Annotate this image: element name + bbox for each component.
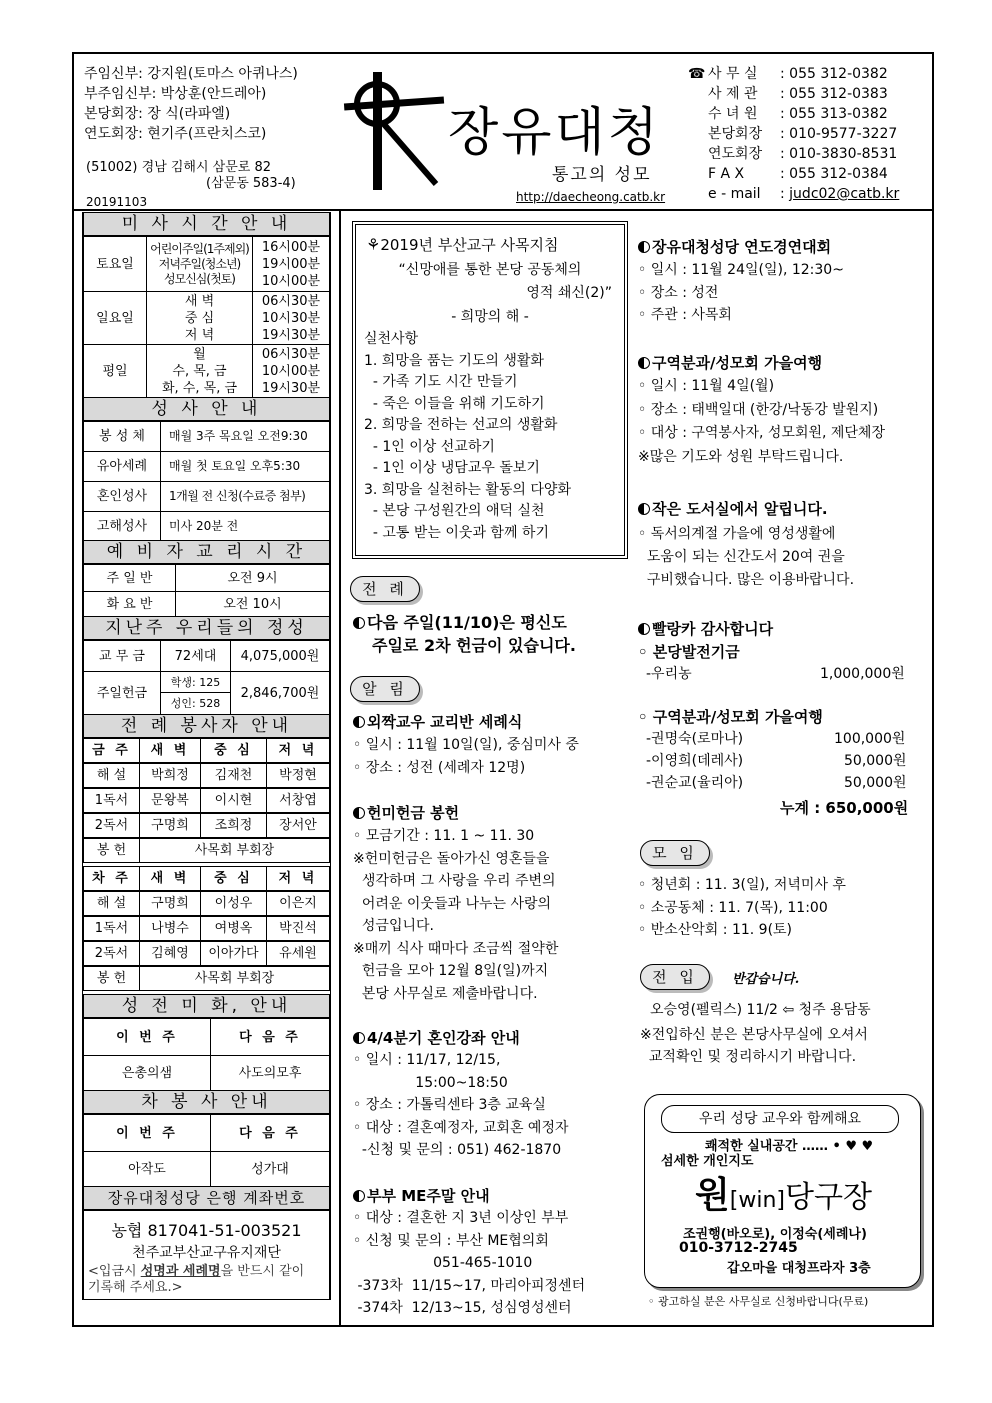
servers-header: 저 녁 [266,866,330,891]
notice-label: 알 림 [350,676,420,702]
issue-date: 20191103 [86,195,148,209]
text-line: 본당 사무실로 제출바랍니다. [353,985,538,1002]
contact-label: 연도회장 [708,146,763,162]
pastoral-quote: “신망애를 통한 본당 공동체의 [398,262,582,278]
text-line: 2. 희망을 전하는 선교의 생활화 [364,417,558,433]
server-name: 조희정 [200,813,267,838]
flowers-next: 사도의모후 [210,1055,330,1091]
server-role: 2독서 [83,813,140,838]
text-line: - 죽은 이들을 위해 기도하기 [364,395,545,412]
text-line: ◦ 반소산악회 : 11. 9(토) [638,922,793,938]
address-line2: (삼문동 583-4) [206,176,296,191]
ad-tag: 쾌적한 실내공간 …… [705,1139,828,1154]
pastoral-box [355,224,625,556]
pastor: 주임신부: 강지원(토마스 아퀴나스) [84,66,298,82]
section-title: 부부 ME주말 안내 [367,1187,490,1205]
email-link[interactable]: judc02@catb.kr [789,186,900,202]
mass-names [146,344,253,398]
contact-value: 055 312-0382 [789,66,888,82]
library-lines [638,523,854,592]
mass-name: 수, 목, 금 [172,363,227,379]
rice-title [353,802,459,823]
tithe-label: 교 무 금 [83,640,161,672]
class-name: 화 요 반 [83,591,176,617]
servers-title: 전 례 봉사자 안내 [83,714,330,738]
half-circle-icon [353,716,365,728]
mass-time: 19시30분 [261,380,321,396]
server-role: 1독서 [83,916,140,941]
mass-times [252,236,330,292]
pastoral-title-row [366,234,624,255]
server-name: 이시현 [200,788,267,813]
offering-title: 지난주 우리들의 정성 [83,616,330,640]
server-name: 이성우 [200,891,267,916]
servers-header: 중 심 [200,738,267,763]
text-line: ◦ 대상 : 결혼한 지 3년 이상인 부부 [353,1210,569,1226]
trip-donation-title: ◦ 구역분과/성모회 가을여행 [638,708,823,726]
text-line: ◦ 대상 : 구역봉사자, 성모회원, 제단체장 [638,425,885,441]
half-circle-icon [638,503,650,515]
server-name: 문왕복 [139,788,201,813]
pastoral-title: 2019년 부산교구 사목지침 [380,236,559,254]
rice-lines [353,825,558,1005]
mass-time: 06시30분 [261,293,321,309]
servers-header: 차 주 [83,866,140,891]
servers-header: 금 주 [83,738,140,763]
mass-times [252,344,330,398]
class-name: 주 일 반 [83,564,176,592]
header-divider [72,209,934,211]
text-line: - 1인 이상 선교하기 [364,438,495,455]
baptism-title [353,711,522,732]
contact-label: 수 녀 원 [708,106,758,122]
server-name: 박진석 [266,916,330,941]
half-circle-icon [638,623,650,635]
bulletin-subtitle: 통고의 성모 [552,165,652,185]
server-name: 김혜영 [139,941,201,966]
servers-header: 저 녁 [266,738,330,763]
text-line: ◦ 장소 : 가톨릭센타 3층 교육실 [353,1097,546,1113]
contact-label: 사 무 실 [708,66,758,82]
catechumen-title: 예 비 자 교 리 시 간 [83,540,330,564]
contact-label: 본당회장 [708,126,763,142]
liturgy-line: 다음 주일(11/10)은 평신도 [367,613,567,632]
bank-holder: 천주교부산교구유지재단 [132,1245,281,1261]
half-circle-icon [638,241,650,253]
trip-title [638,352,822,373]
tea-next: 성가대 [210,1151,330,1187]
text-line: - 1인 이상 냉담교우 돌보기 [364,460,540,476]
sacrament-value: 미사 20분 전 [160,511,330,541]
mass-day: 일요일 [83,291,147,345]
half-circle-icon [353,1032,365,1044]
pastoral-lines [364,329,624,544]
text-line: 1. 희망을 품는 기도의 생활화 [364,352,544,369]
contact-value: 055 312-0383 [789,86,888,102]
sacrament-name: 유아세례 [83,451,161,482]
donor-name: -권순교(율리아) [646,775,744,791]
contact-value: 010-9577-3227 [789,126,898,142]
servers-header: 중 심 [200,866,267,891]
server-role: 해 설 [83,891,140,916]
text-line: 15:00~18:50 [353,1074,508,1091]
thanks-title [638,618,773,639]
half-circle-icon [638,357,650,369]
server-name: 구명희 [139,813,201,838]
pastoral-quote: 영적 쇄신(2)” [526,285,612,301]
contact-label: 사 제 관 [708,86,758,102]
sunday-offering-label: 주일헌금 [83,671,161,715]
half-circle-icon [353,1190,365,1202]
baptism-lines [353,734,579,779]
assistant-pastor: 부주임신부: 박상훈(안드레아) [84,86,267,102]
text-line: ◦ 일시 : 11월 4일(월) [638,378,775,394]
ad-footer-note: ◦ 광고하실 분은 사무실로 신청바랍니다(무료) [648,1295,869,1308]
ad-tag: 섬세한 개인지도 [661,1154,754,1169]
text-line: ◦ 일시 : 11월 24일(일), 12:30~ [638,262,844,278]
liturgy-notice [353,610,567,633]
header-left [84,64,298,144]
text-line: 성금입니다. [353,918,434,934]
tea-this-label: 이 번 주 [83,1114,211,1152]
mass-day: 토요일 [83,236,147,292]
server-role: 2독서 [83,941,140,966]
bank-box [83,1210,330,1300]
text-line: 도움이 되는 신간도서 20여 권을 [638,549,845,565]
cross-logo [340,66,450,196]
mass-name: 성모신심(첫토) [164,271,235,286]
text-line: -374차 12/13~15, 성심영성센터 [353,1300,572,1316]
servers-header: 새 벽 [139,738,201,763]
phone-icon: ☎ [688,66,706,82]
sacrament-name: 고해성사 [83,511,161,541]
liturgy-line: 주일로 2차 헌금이 있습니다. [372,636,576,655]
address-line1: (51002) 경남 김해시 삼문로 82 [86,160,272,175]
ad-name-rest: 당구장 [785,1180,872,1215]
ad-address: 갑오마을 대청프라자 3층 [727,1261,871,1276]
note-text: 기록해 주세요.> [88,1280,183,1295]
website-link[interactable]: http://daecheong.catb.kr [516,190,666,204]
text-line: 실천사항 [364,331,419,347]
sacrament-value: 매월 3주 목요일 오전9:30 [160,421,330,452]
ad-name [695,1167,872,1218]
bank-account: 농협 817041-51-003521 [111,1221,302,1240]
contact-label: e - mail [708,186,761,202]
text-line: 051-465-1010 [353,1255,533,1271]
text-line: ※매끼 식사 때마다 조금씩 절약한 [353,940,559,957]
text-line: 어려운 이웃들과 나누는 사랑의 [353,895,552,912]
note-text: 을 반드시 같이 [220,1264,305,1279]
servers-header: 새 벽 [139,866,201,891]
mass-names [146,291,253,345]
tea-this: 아작도 [83,1151,211,1187]
sacrament-name: 혼인성사 [83,481,161,512]
liturgy-label: 전 례 [350,576,420,602]
server-name: 박정현 [266,763,330,788]
text-line: 생각하며 그 사랑을 우리 주변의 [353,873,556,889]
billiards-ad [644,1094,921,1288]
flowers-next-label: 다 음 주 [210,1018,330,1056]
library-title [638,498,828,519]
text-line: 구비했습니다. 많은 이용바랍니다. [638,572,855,588]
class-time: 오전 9시 [175,564,330,592]
welcome-text: 반갑습니다. [732,972,800,987]
mass-day: 평일 [83,344,147,398]
section-title: 작은 도서실에서 알립니다. [652,500,828,518]
server-name: 이은지 [266,891,330,916]
mass-name: 월 [193,346,206,362]
mass-time: 19시30분 [261,327,321,343]
server-role: 1독서 [83,788,140,813]
student-count: 학생: 125 [160,671,231,693]
transfer-note: ※전입하신 분은 본당사무실에 오셔서 [640,1027,868,1043]
ad-name-main: 원 [695,1175,730,1216]
server-name: 김재천 [200,763,267,788]
sacrament-value: 매월 첫 토요일 오후5:30 [160,451,330,482]
pastoral-theme: - 희망의 해 - [451,309,529,325]
mass-name: 화, 수, 목, 금 [161,380,238,396]
ad-name-en: [win] [729,1188,785,1213]
donor-amount: 50,000원 [844,753,907,769]
heart-icon: • ♥ ♥ [832,1139,874,1154]
contact-label: F A X [708,166,745,182]
mass-name: 저녁주일(청소년) [158,256,241,271]
donor-name: -이영희(데레사) [646,753,744,769]
tithe-amount: 4,075,000원 [230,640,330,672]
adult-count: 성인: 528 [160,692,231,715]
mass-time: 06시30분 [261,346,321,362]
contact-value: 010-3830-8531 [789,146,898,162]
text-line: ◦ 장소 : 성전 (세례자 12명) [353,759,526,776]
donor-amount: 1,000,000원 [820,666,905,682]
contact-value: 055 312-0384 [789,166,888,182]
tea-next-label: 다 음 주 [210,1114,330,1152]
donor-amount: 50,000원 [844,775,907,791]
server-offer: 사목회 부회장 [139,966,330,991]
half-circle-icon [353,807,365,819]
bank-title: 장유대청성당 은행 계좌번호 [83,1186,330,1210]
text-line: ◦ 독서의계절 가을에 영성생활에 [638,526,836,542]
mass-time: 19시00분 [261,256,321,272]
note-emphasis: 성명과 세례명 [140,1264,221,1279]
section-title: 장유대청성당 연도경연대회 [652,238,832,256]
ad-phone: 010-3712-2745 [679,1240,798,1256]
server-role: 봉 헌 [83,966,140,991]
donor-name: -권명숙(로마나) [646,731,744,747]
meetings-label: 모 임 [640,840,710,866]
diocese-icon: ⚘ [366,235,381,254]
flowers-this-label: 이 번 주 [83,1018,211,1056]
note-text: <입금시 [88,1264,141,1279]
server-name: 서창엽 [266,788,330,813]
ad-owner: 조권행(바오로), 이정숙(세례나) [683,1227,867,1242]
server-name: 구명희 [139,891,201,916]
trip-lines [638,375,885,469]
mass-name: 어린이주일(1주제외) [150,241,249,256]
mass-names [146,236,253,292]
server-name: 이아가다 [200,941,267,966]
me-title [353,1185,490,1206]
marriage-lines [353,1049,569,1162]
section-title: 외짝교우 교리반 세례식 [367,713,523,731]
text-line: ◦ 청년회 : 11. 3(일), 저녁미사 후 [638,877,846,893]
mass-name: 중 심 [184,310,215,326]
contact-value: 055 313-0382 [789,106,888,122]
text-line: ◦ 장소 : 태백일대 (한강/낙동강 발원지) [638,401,879,418]
text-line: - 본당 구성원간의 애덕 실천 [364,503,545,519]
parish-president: 본당회장: 장 식(라파엘) [84,106,231,122]
text-line: ◦ 소공동체 : 11. 7(목), 11:00 [638,899,828,916]
half-circle-icon [353,617,365,629]
text-line: 헌금을 모아 12월 8일(일)까지 [353,963,549,979]
column-divider [339,209,341,1327]
sacraments-title: 성 사 안 내 [83,397,330,421]
text-line: ◦ 신청 및 문의 : 부산 ME협의회 [353,1232,549,1249]
server-name: 유세원 [266,941,330,966]
mass-name: 저 녁 [184,327,215,343]
text-line: ◦ 장소 : 성전 [638,284,719,301]
mass-times [252,291,330,345]
server-name: 나병수 [139,916,201,941]
donor-amount: 100,000원 [834,731,906,747]
region-president: 연도회장: 현기주(프란치스코) [84,126,267,142]
contest-lines [638,259,844,327]
marriage-title [353,1027,520,1048]
text-line: - 가족 기도 시간 만들기 [364,374,518,390]
section-title: 4/4분기 혼인강좌 안내 [367,1029,520,1047]
server-name: 여병옥 [200,916,267,941]
me-lines [353,1207,585,1320]
bank-note [84,1264,329,1296]
flowers-this: 은총의샘 [83,1055,211,1091]
text-line: ※많은 기도와 성원 부탁드립니다. [638,448,844,465]
text-line: ◦ 일시 : 11/17, 12/15, [353,1052,501,1068]
text-line: ◦ 모금기간 : 11. 1 ~ 11. 30 [353,828,535,844]
mass-time: 16시00분 [261,239,321,255]
server-role: 해 설 [83,763,140,788]
section-title: 구역분과/성모회 가을여행 [652,354,823,372]
transfer-note: 교적확인 및 정리하시기 바랍니다. [640,1049,857,1065]
text-line: 3. 희망을 실천하는 활동의 다양화 [364,481,571,498]
meetings-lines [638,874,846,942]
text-line: -신청 및 문의 : 051) 462-1870 [353,1142,562,1158]
mass-time: 10시00분 [261,273,321,289]
fund-title: ◦ 본당발전기금 [638,643,740,661]
mass-name: 새 벽 [184,293,215,309]
tea-title: 차 봉 사 안내 [83,1090,330,1114]
ad-banner: 우리 성당 교우와 함께해요 [661,1105,899,1133]
contest-title [638,236,831,257]
transfer-label: 전 입 [640,964,710,990]
text-line: -373차 11/15~17, 마리아피정센터 [353,1277,586,1294]
text-line: ◦ 대상 : 결혼예정자, 교회혼 예정자 [353,1119,569,1136]
server-name: 장서안 [266,813,330,838]
contacts: 사 무 실 : 055 312-0382 사 제 관 : 055 312-0383 수 녀 원 : 055 313-0382 본당회장 : 010-9577-3227 연도회장 : 010-3830-8531 F A X : 055 312-0384 e - mail : judc02@catb.kr [708,66,900,202]
class-time: 오전 10시 [175,591,330,617]
tithe-count: 72세대 [160,640,231,672]
server-name: 박희정 [139,763,201,788]
text-line: - 고통 받는 이웃과 함께 하기 [364,524,549,541]
section-title: 빨랑카 감사합니다 [652,620,774,638]
mass-times-title: 미 사 시 간 안 내 [83,212,330,236]
mass-time: 10시00분 [261,363,321,379]
server-role: 봉 헌 [83,838,140,863]
flowers-title: 성 전 미 화, 안내 [83,994,330,1018]
text-line: ◦ 주관 : 사목회 [638,307,732,323]
sunday-offering-amount: 2,846,700원 [230,671,330,715]
transfer-person: 오승영(펠릭스) 11/2 ⇦ 청주 용담동 [650,1002,871,1018]
sacrament-name: 봉 성 체 [83,421,161,452]
section-title: 헌미헌금 봉헌 [367,804,460,822]
server-offer: 사목회 부회장 [139,838,330,863]
donation-total: 누계 : 650,000원 [780,799,909,817]
text-line: ◦ 일시 : 11월 10일(일), 중심미사 중 [353,737,579,753]
mass-time: 10시30분 [261,310,321,326]
sacrament-value: 1개월 전 신청(수료증 첨부) [160,481,330,512]
donor-name: -우리농 [646,666,692,682]
bulletin-title: 장유대청 [448,103,661,163]
text-line: ※헌미헌금은 돌아가신 영혼들을 [353,850,550,867]
